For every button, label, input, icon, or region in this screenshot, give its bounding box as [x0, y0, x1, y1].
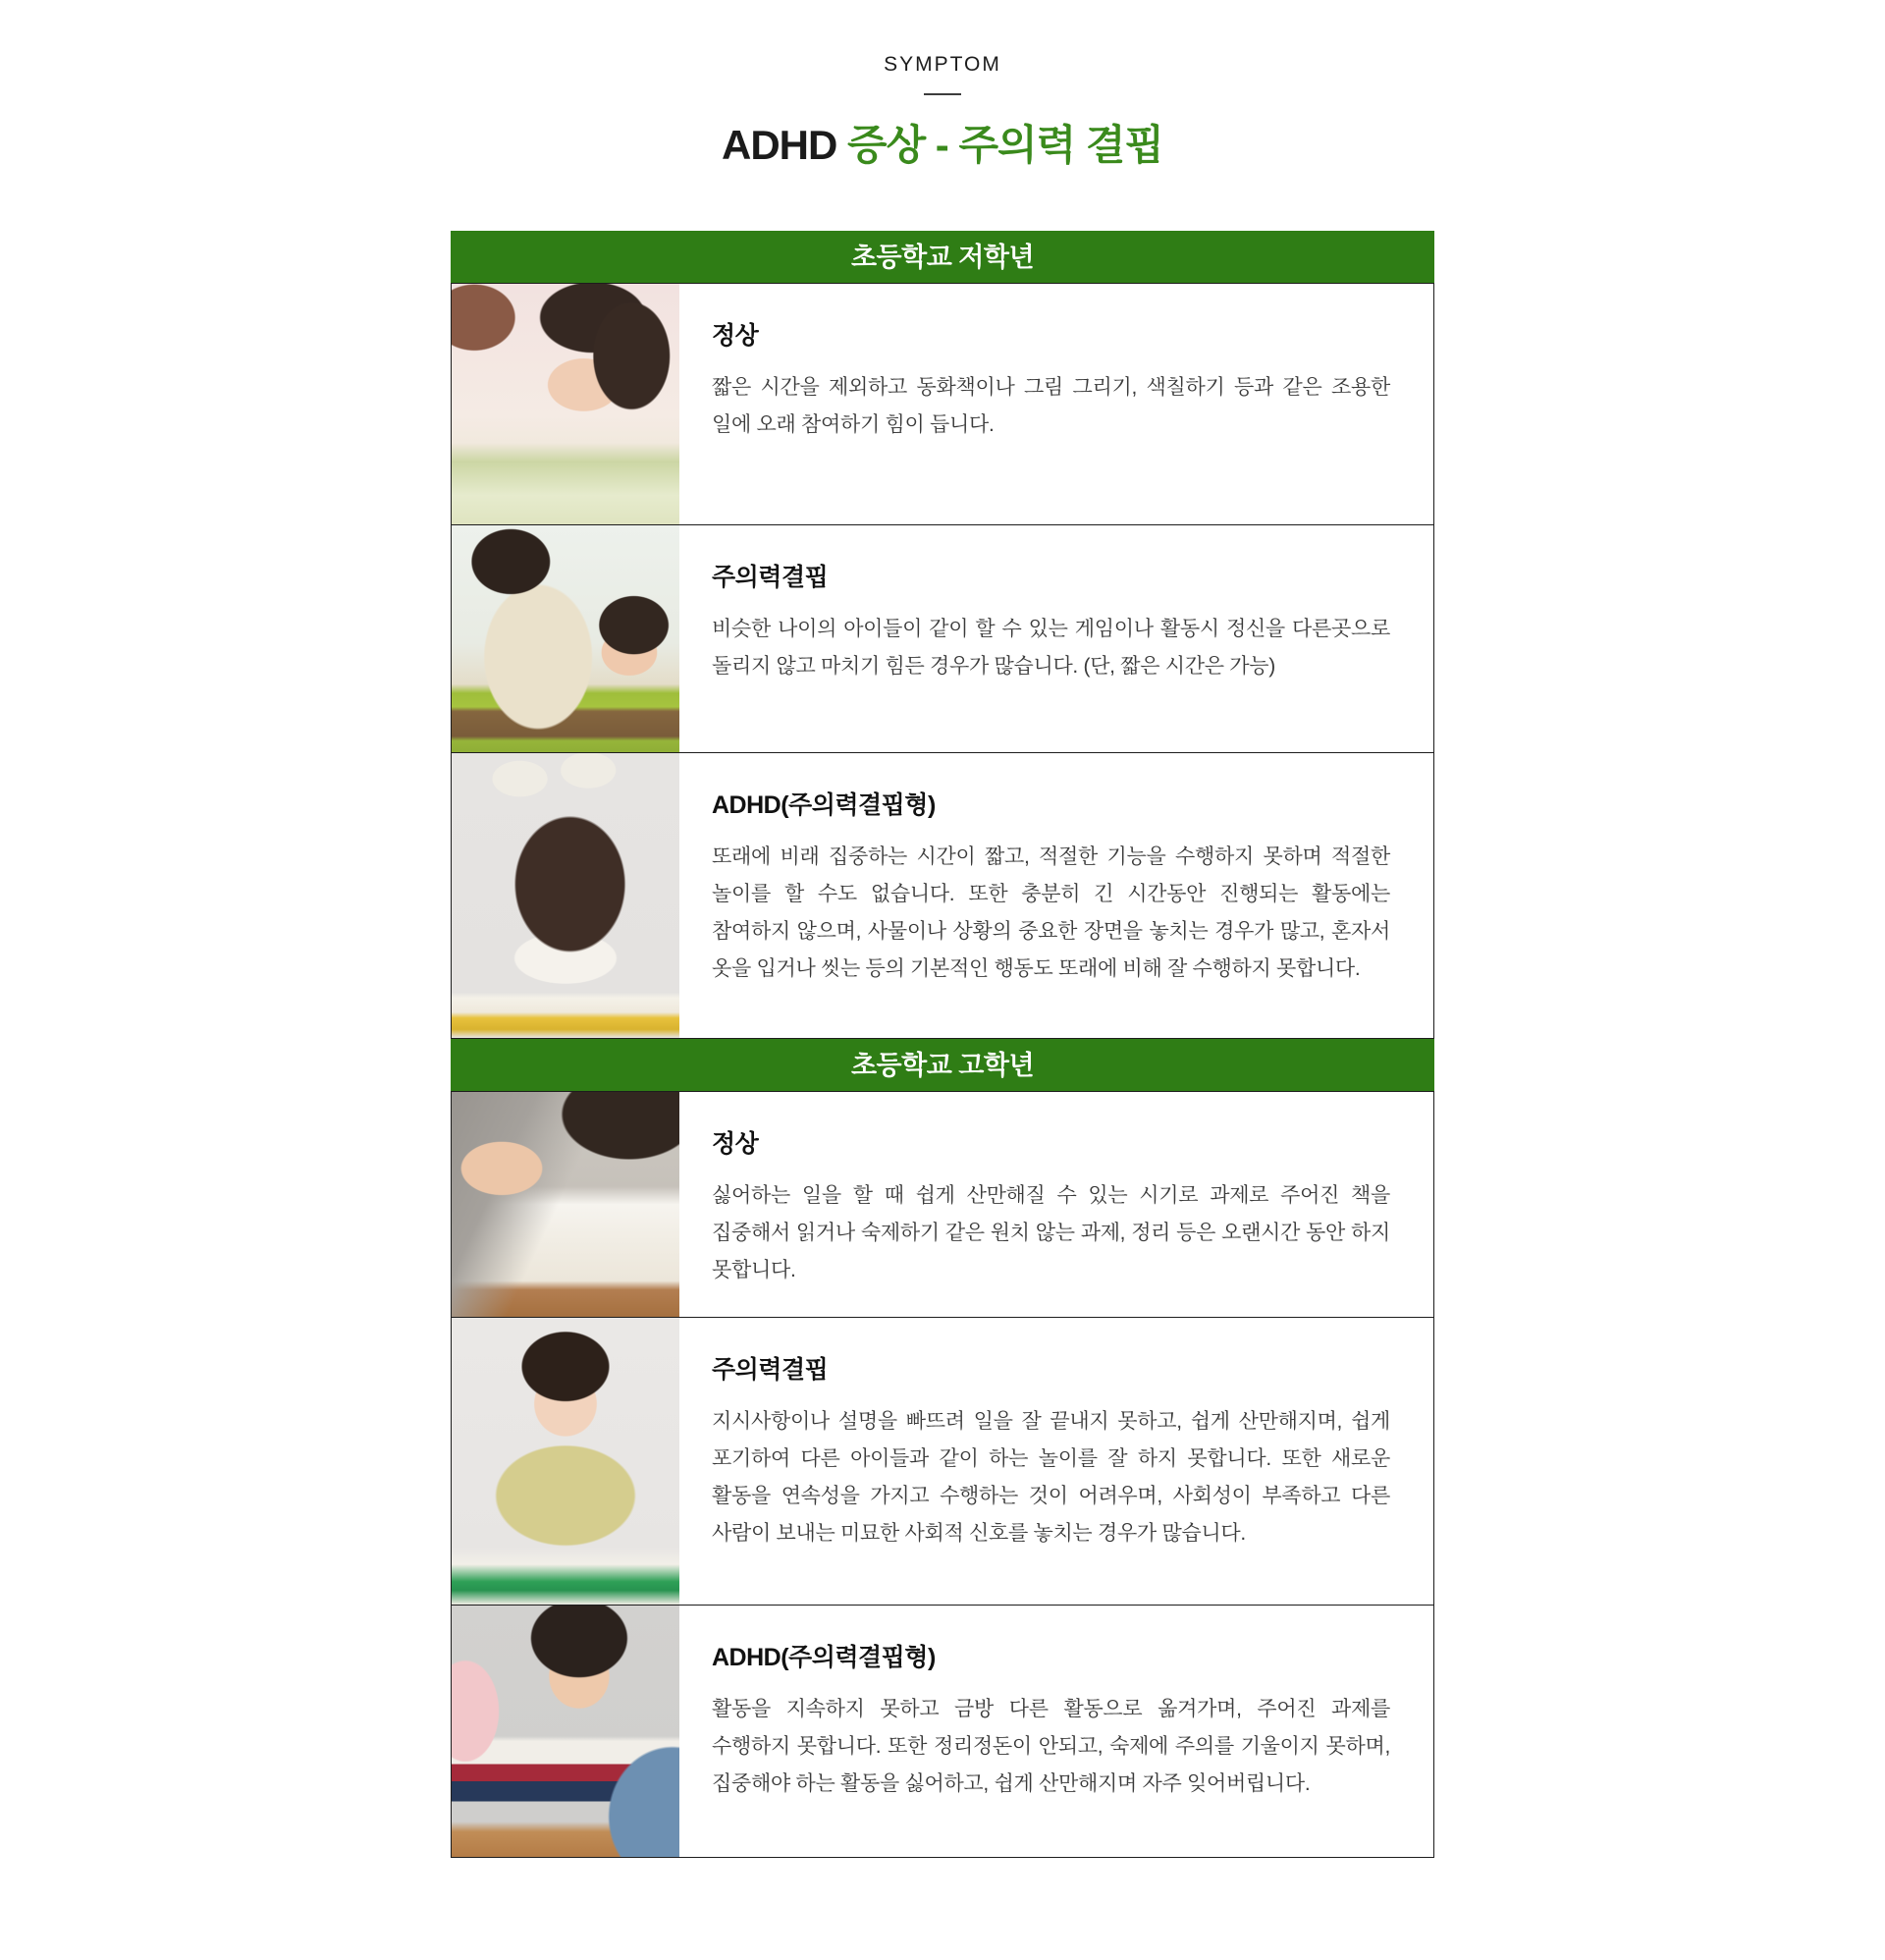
row-text-cell: [679, 284, 1433, 524]
table-row-upper-adhd: [451, 1605, 1434, 1858]
row-body: 지시사항이나 설명을 빠뜨려 일을 잘 끝내지 못하고, 쉽게 산만해지며, 쉽게 포기하여 다른 아이들과 같이 하는 놀이를 잘 하지 못합니다. 또한 새로운 활동을 연속성을 가지고 수행하는 것이 어려우며, 사회성이 부족하고 다른 사람이 보내는 미묘한 사회적 신호를 놓치는 경우가 많습니다.: [712, 1409, 1390, 1545]
photo-boys-playing-foosball: [452, 525, 679, 752]
row-text-cell: [679, 1318, 1433, 1605]
row-heading: ADHD(주의력결핍형): [712, 1644, 936, 1672]
photo-teacher-helping-girl-drawing: [452, 284, 679, 524]
adhd-symptom-page: [451, 0, 1434, 1858]
photo-boy-bored-chin-on-hands: [452, 1318, 679, 1605]
table-row-upper-attention-deficit: [451, 1317, 1434, 1606]
row-text-cell: [679, 525, 1433, 752]
page-title: [451, 121, 1434, 170]
section-eyebrow: SYMPTOM: [884, 53, 1001, 76]
photo-girl-daydreaming-over-book: [452, 753, 679, 1038]
row-heading: ADHD(주의력결핍형): [712, 791, 936, 820]
table-row-lower-adhd: [451, 752, 1434, 1039]
table-row-upper-normal: [451, 1091, 1434, 1318]
symptom-table: [451, 231, 1434, 1858]
section-header-upper-grades: 초등학교 고학년: [451, 1039, 1434, 1092]
row-heading: 정상: [712, 1130, 759, 1159]
row-text-cell: [679, 753, 1433, 1038]
page-title-subject: 증상 - 주의력 결핍: [836, 122, 1163, 168]
row-heading: 주의력결핍: [712, 1356, 829, 1385]
photo-girl-writing-homework: [452, 1092, 679, 1317]
row-body: 비슷한 나이의 아이들이 같이 할 수 있는 게임이나 활동시 정신을 다른곳으로 돌리지 않고 마치기 힘든 경우가 많습니다. (단, 짧은 시간은 가능): [712, 617, 1390, 678]
row-heading: 주의력결핍: [712, 564, 829, 592]
row-body: 또래에 비래 집중하는 시간이 짧고, 적절한 기능을 수행하지 못하며 적절한 놀이를 할 수도 없습니다. 또한 충분히 긴 시간동안 진행되는 활동에는 참여하지 않으며, 사물이나 상황의 중요한 장면을 놓치는 경우가 많고, 혼자서 옷을 입거나 씻는 등의 기본적인 행동도 또래에 비해 잘 수행하지 못합니다.: [712, 844, 1390, 980]
page-title-adhd: ADHD: [722, 122, 837, 168]
row-body: 짧은 시간을 제외하고 동화책이나 그림 그리기, 색칠하기 등과 같은 조용한 일에 오래 참여하기 힘이 듭니다.: [712, 375, 1390, 436]
row-body: 활동을 지속하지 못하고 금방 다른 활동으로 옮겨가며, 주어진 과제를 수행하지 못합니다. 또한 정리정돈이 안되고, 숙제에 주의를 기울이지 못하며, 집중해야 하는 활동을 싫어하고, 쉽게 산만해지며 자주 잊어버립니다.: [712, 1697, 1390, 1795]
table-row-lower-attention-deficit: [451, 524, 1434, 753]
section-header-lower-grades: 초등학교 저학년: [451, 231, 1434, 284]
row-body: 싫어하는 일을 할 때 쉽게 산만해질 수 있는 시기로 과제로 주어진 책을 집중해서 읽거나 숙제하기 같은 원치 않는 과제, 정리 등은 오랜시간 동안 하지 못합니다.: [712, 1183, 1390, 1281]
row-text-cell: [679, 1092, 1433, 1317]
table-row-lower-normal: [451, 283, 1434, 525]
eyebrow-divider: [924, 93, 961, 95]
row-text-cell: [679, 1606, 1433, 1857]
photo-boy-with-glasses-frustrated-at-desk: [452, 1606, 679, 1857]
row-heading: 정상: [712, 322, 759, 351]
